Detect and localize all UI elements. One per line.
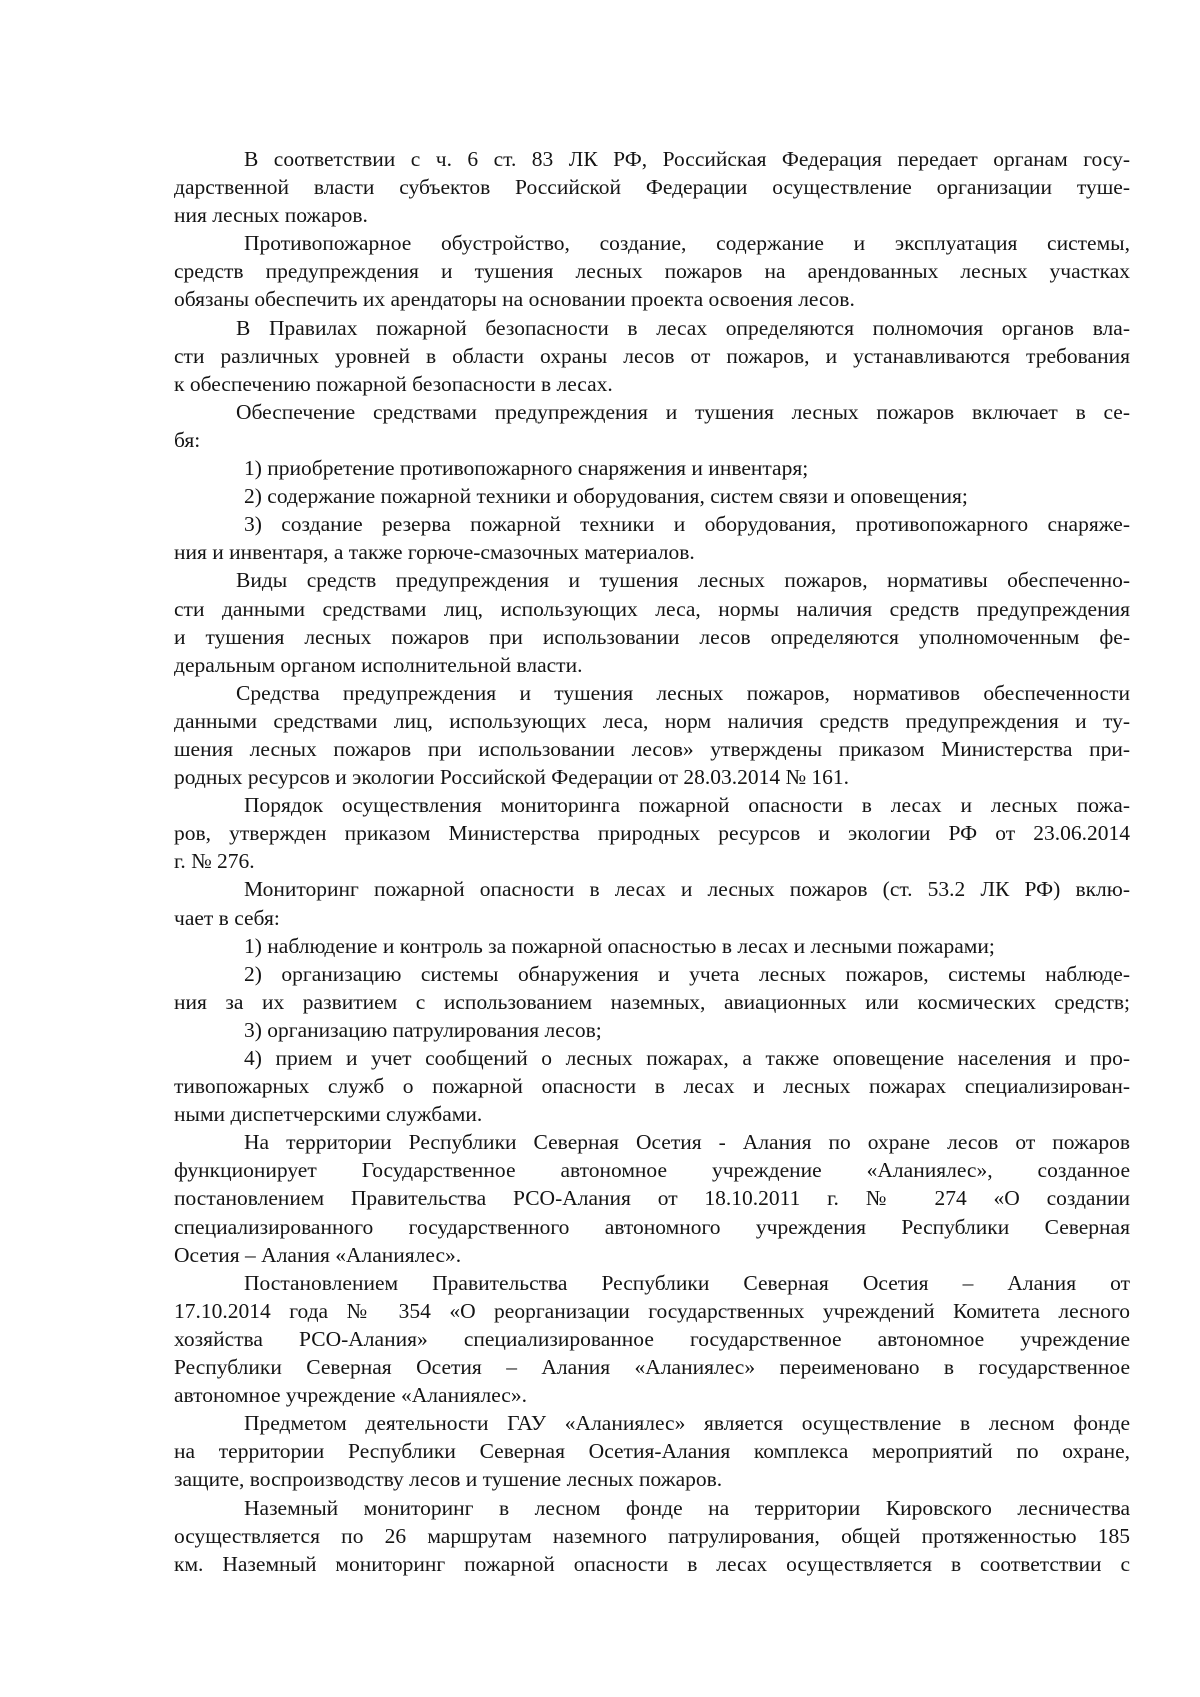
text-line: ров, утвержден приказом Министерства природных ресурсов и экологии РФ от 23.06.2014 bbox=[174, 821, 1130, 846]
text-line: Постановлением Правительства Республики Северная Осетия – Алания от bbox=[244, 1270, 1130, 1295]
text-line: ния и инвентаря, а также горюче-смазочных материалов. bbox=[174, 540, 695, 565]
text-line: осуществляется по 26 маршрутам наземного патрулирования, общей протяженностью 185 bbox=[174, 1523, 1130, 1548]
text-line: Противопожарное обустройство, создание, содержание и эксплуатация системы, bbox=[244, 231, 1130, 256]
text-line: 3) организацию патрулирования лесов; bbox=[244, 1017, 602, 1042]
text-line: на территории Республики Северная Осетия-Алания комплекса мероприятий по охране, bbox=[174, 1439, 1130, 1464]
text-line: Обеспечение средствами предупреждения и тушения лесных пожаров включает в се- bbox=[236, 399, 1130, 424]
text-line: 2) организацию системы обнаружения и учета лесных пожаров, системы наблюде- bbox=[244, 961, 1130, 986]
text-line: ния за их развитием с использованием наземных, авиационных или космических средств; bbox=[174, 989, 1130, 1014]
text-line: 4) прием и учет сообщений о лесных пожарах, а также оповещение населения и про- bbox=[244, 1046, 1130, 1070]
text-line: постановлением Правительства РСО-Алания от 18.10.2011 г. № 274 «О создании bbox=[174, 1186, 1130, 1211]
text-line: Мониторинг пожарной опасности в лесах и лесных пожаров (ст. 53.2 ЛК РФ) вклю- bbox=[244, 877, 1130, 902]
text-line: тивопожарных служб о пожарной опасности в лесах и лесных пожарах специализирован- bbox=[174, 1074, 1130, 1099]
text-line: шения лесных пожаров при использовании лесов» утверждены приказом Министерства при- bbox=[174, 736, 1130, 761]
text-line: специализированного государственного автономного учреждения Республики Северная bbox=[174, 1214, 1130, 1239]
text-line: 3) создание резерва пожарной техники и оборудования, противопожарного снаряже- bbox=[244, 512, 1130, 537]
text-line: к обеспечению пожарной безопасности в лесах. bbox=[174, 371, 613, 396]
text-line: Республики Северная Осетия – Алания «Аланиялес» переименовано в государственное bbox=[174, 1355, 1130, 1380]
text-line: 1) наблюдение и контроль за пожарной опасностью в лесах и лесными пожарами; bbox=[244, 933, 995, 958]
text-line: Виды средств предупреждения и тушения лесных пожаров, нормативы обеспеченно- bbox=[236, 568, 1130, 593]
text-line: данными средствами лиц, использующих леса, норм наличия средств предупреждения и ту- bbox=[174, 708, 1130, 733]
text-line: сти различных уровней в области охраны лесов от пожаров, и устанавливаются требования bbox=[174, 343, 1130, 368]
text-line: защите, воспроизводству лесов и тушение лесных пожаров. bbox=[174, 1467, 723, 1492]
text-line: функционирует Государственное автономное учреждение «Аланиялес», созданное bbox=[174, 1158, 1130, 1183]
text-line: ния лесных пожаров. bbox=[174, 203, 368, 228]
text-line: Наземный мониторинг в лесном фонде на территории Кировского лесничества bbox=[244, 1495, 1130, 1520]
text-line: автономное учреждение «Аланиялес». bbox=[174, 1383, 527, 1408]
text-line: обязаны обеспечить их арендаторы на основании проекта освоения лесов. bbox=[174, 287, 855, 312]
text-line: 17.10.2014 года № 354 «О реорганизации государственных учреждений Комитета лесного bbox=[174, 1298, 1130, 1323]
text-line: В соответствии с ч. 6 ст. 83 ЛК РФ, Российская Федерация передает органам госу- bbox=[244, 147, 1130, 171]
text-line: Средства предупреждения и тушения лесных пожаров, нормативов обеспеченности bbox=[236, 680, 1130, 705]
text-line: и тушения лесных пожаров при использовании лесов определяются уполномоченным фе- bbox=[174, 624, 1130, 649]
text-line: Предметом деятельности ГАУ «Аланиялес» является осуществление в лесном фонде bbox=[244, 1411, 1130, 1436]
text-line: В Правилах пожарной безопасности в лесах определяются полномочия органов вла- bbox=[236, 315, 1130, 340]
text-line: дарственной власти субъектов Российской Федерации осуществление организации туше- bbox=[174, 175, 1130, 200]
text-line: средств предупреждения и тушения лесных пожаров на арендованных лесных участках bbox=[174, 259, 1130, 284]
text-line: 2) содержание пожарной техники и оборудования, систем связи и оповещения; bbox=[244, 484, 968, 509]
text-line: 1) приобретение противопожарного снаряжения и инвентаря; bbox=[244, 456, 809, 481]
text-line: сти данными средствами лиц, использующих леса, нормы наличия средств предупреждения bbox=[174, 596, 1130, 621]
text-line: хозяйства РСО-Алания» специализированное государственное автономное учреждение bbox=[174, 1326, 1130, 1351]
text-line: родных ресурсов и экологии Российской Федерации от 28.03.2014 № 161. bbox=[174, 765, 850, 790]
text-line: Осетия – Алания «Аланиялес». bbox=[174, 1242, 462, 1267]
text-line: ными диспетчерскими службами. bbox=[174, 1102, 483, 1127]
text-line: г. № 276. bbox=[174, 849, 255, 874]
text-line: На территории Республики Северная Осетия - Алания по охране лесов от пожаров bbox=[244, 1130, 1130, 1155]
document-body bbox=[174, 145, 1130, 1578]
text-line: бя: bbox=[174, 427, 201, 452]
text-line: деральным органом исполнительной власти. bbox=[174, 652, 583, 677]
text-line: Порядок осуществления мониторинга пожарной опасности в лесах и лесных пожа- bbox=[244, 793, 1130, 818]
text-line: км. Наземный мониторинг пожарной опасности в лесах осуществляется в соответствии с bbox=[174, 1551, 1130, 1576]
text-line: чает в себя: bbox=[174, 905, 280, 930]
